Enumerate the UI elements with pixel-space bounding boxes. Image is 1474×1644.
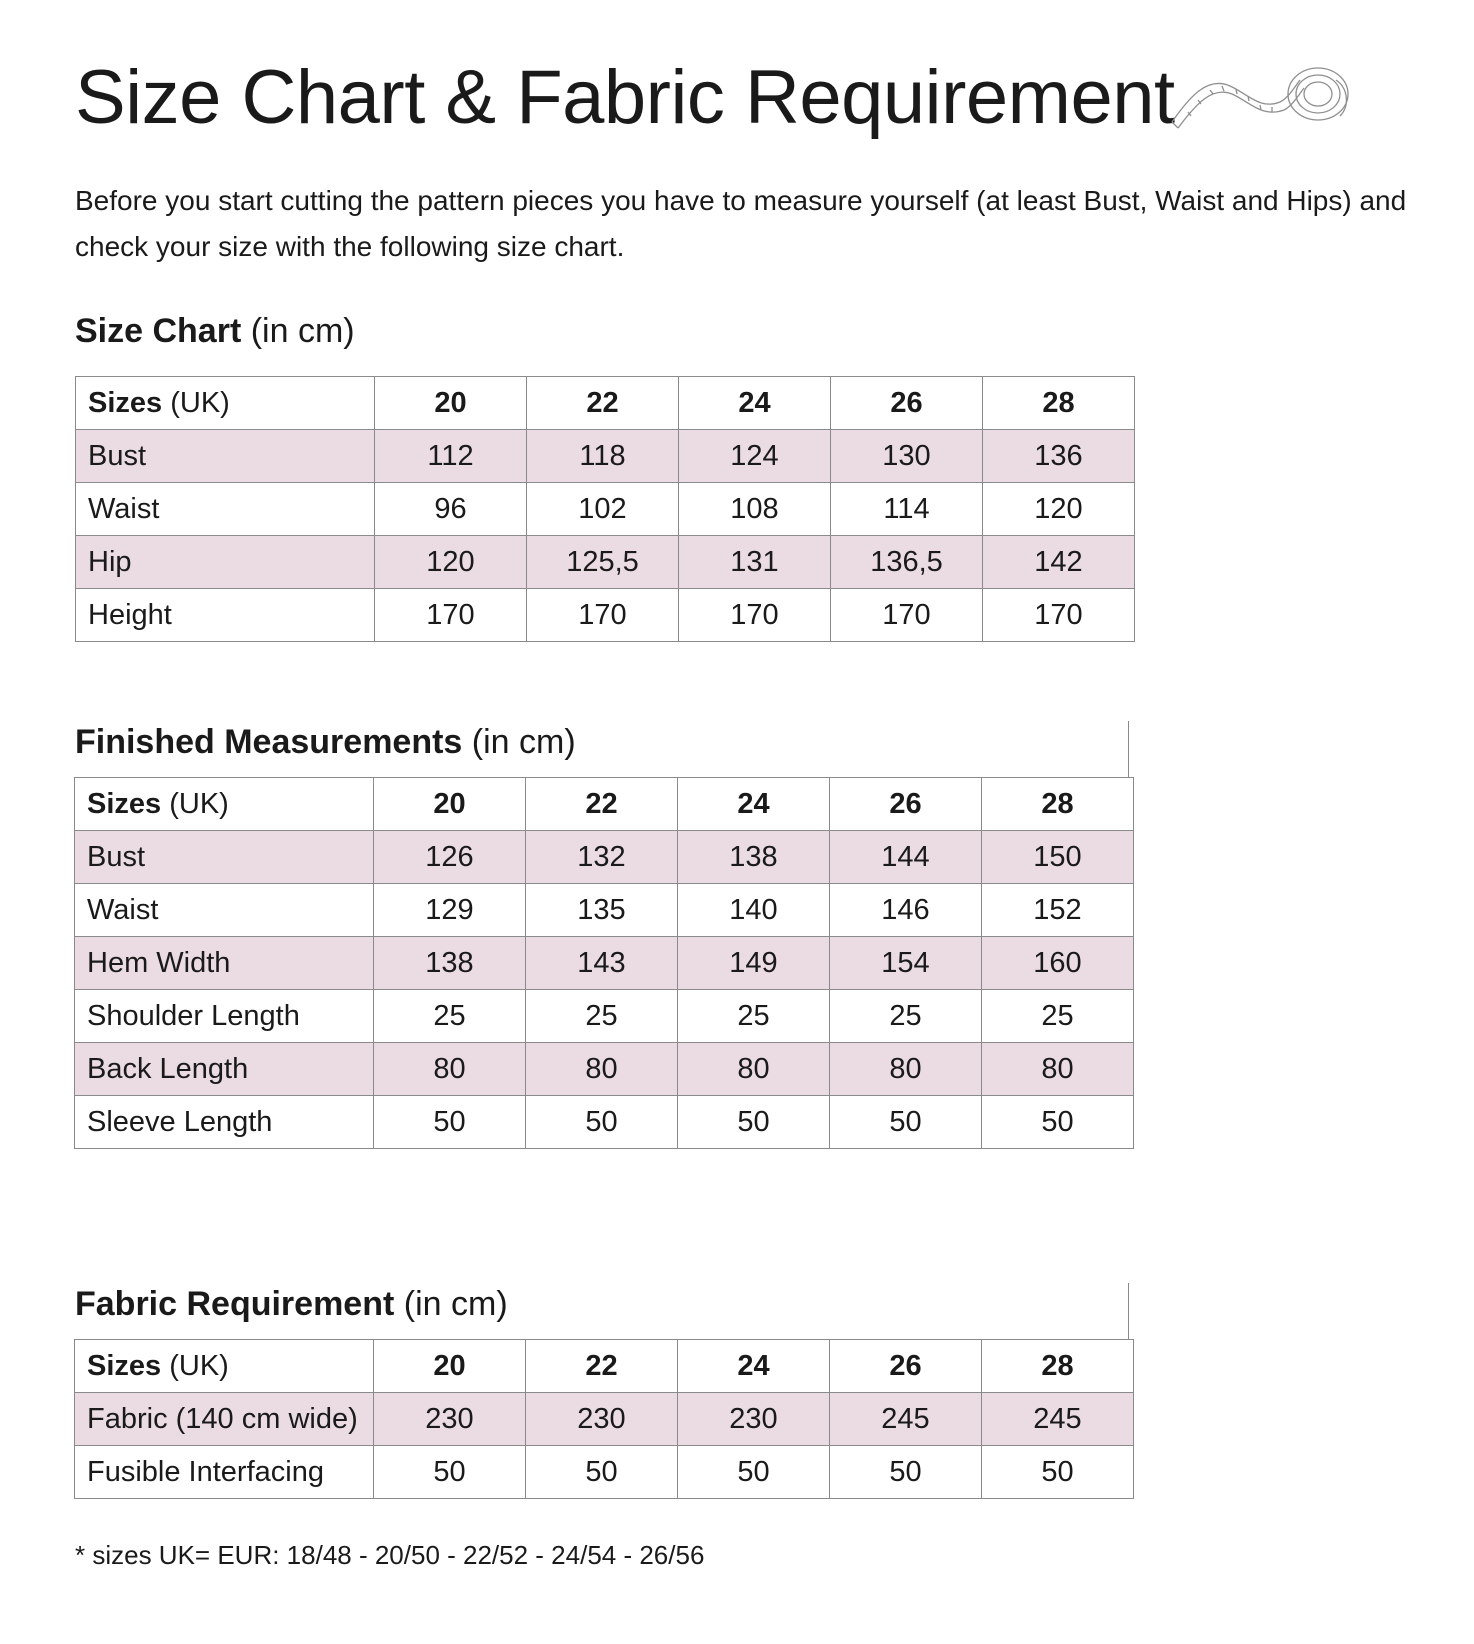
value-cell: 126 bbox=[374, 831, 526, 884]
size-header-cell: 24 bbox=[679, 377, 831, 430]
value-cell: 170 bbox=[831, 589, 983, 642]
value-cell: 138 bbox=[678, 831, 830, 884]
table-row bbox=[75, 1096, 1134, 1149]
size-header-cell: 22 bbox=[527, 377, 679, 430]
size-header-cell: 20 bbox=[375, 377, 527, 430]
table-border-line bbox=[1128, 721, 1129, 778]
value-cell: 160 bbox=[982, 937, 1134, 990]
value-cell: 146 bbox=[830, 884, 982, 937]
size-header-cell: 26 bbox=[831, 377, 983, 430]
value-cell: 25 bbox=[830, 990, 982, 1043]
sizes-header-cell bbox=[75, 1340, 374, 1393]
size-header-cell: 26 bbox=[830, 1340, 982, 1393]
sizes-header-bold: Sizes bbox=[87, 787, 162, 820]
value-cell: 125,5 bbox=[527, 536, 679, 589]
value-cell: 230 bbox=[678, 1393, 830, 1446]
value-cell: 170 bbox=[375, 589, 527, 642]
section-title-bold: Fabric Requirement bbox=[75, 1285, 395, 1323]
row-label-cell: Back Length bbox=[75, 1043, 374, 1096]
value-cell: 129 bbox=[374, 884, 526, 937]
table-row bbox=[75, 1393, 1134, 1446]
table-row bbox=[75, 990, 1134, 1043]
value-cell: 50 bbox=[830, 1096, 982, 1149]
row-label-cell: Fabric (140 cm wide) bbox=[75, 1393, 374, 1446]
table-row bbox=[75, 937, 1134, 990]
sizes-header-bold: Sizes bbox=[88, 386, 163, 419]
value-cell: 80 bbox=[374, 1043, 526, 1096]
value-cell: 25 bbox=[982, 990, 1134, 1043]
size-header-cell: 20 bbox=[374, 778, 526, 831]
size-header-cell: 28 bbox=[982, 778, 1134, 831]
table-row bbox=[76, 430, 1135, 483]
value-cell: 136,5 bbox=[831, 536, 983, 589]
row-label-cell: Bust bbox=[76, 430, 375, 483]
value-cell: 80 bbox=[526, 1043, 678, 1096]
size-header-cell: 22 bbox=[526, 1340, 678, 1393]
size-header-cell: 24 bbox=[678, 778, 830, 831]
sizes-footnote: * sizes UK= EUR: 18/48 - 20/50 - 22/52 - 24/54 - 26/56 bbox=[75, 1540, 705, 1570]
value-cell: 149 bbox=[678, 937, 830, 990]
table-row bbox=[75, 1446, 1134, 1499]
row-label-cell: Sleeve Length bbox=[75, 1096, 374, 1149]
table-header-row bbox=[76, 377, 1135, 430]
page-title: Size Chart & Fabric Requirement bbox=[75, 55, 1175, 140]
size-chart-table bbox=[75, 376, 1135, 642]
value-cell: 80 bbox=[982, 1043, 1134, 1096]
row-label-cell: Waist bbox=[76, 483, 375, 536]
table-header-row bbox=[75, 778, 1134, 831]
section-title-size-chart bbox=[75, 310, 355, 352]
value-cell: 50 bbox=[982, 1096, 1134, 1149]
value-cell: 152 bbox=[982, 884, 1134, 937]
section-title-unit: (in cm) bbox=[462, 723, 576, 761]
row-label-cell: Hem Width bbox=[75, 937, 374, 990]
table-row bbox=[76, 536, 1135, 589]
table-row bbox=[75, 831, 1134, 884]
value-cell: 114 bbox=[831, 483, 983, 536]
table-border-line bbox=[1128, 1283, 1129, 1340]
value-cell: 50 bbox=[678, 1446, 830, 1499]
size-header-cell: 26 bbox=[830, 778, 982, 831]
finished-measurements-table bbox=[74, 777, 1134, 1149]
value-cell: 112 bbox=[375, 430, 527, 483]
sizes-header-unit: (UK) bbox=[161, 1349, 229, 1382]
value-cell: 50 bbox=[678, 1096, 830, 1149]
section-title-bold: Finished Measurements bbox=[75, 723, 463, 761]
sizes-header-unit: (UK) bbox=[162, 386, 230, 419]
value-cell: 130 bbox=[831, 430, 983, 483]
value-cell: 120 bbox=[983, 483, 1135, 536]
value-cell: 150 bbox=[982, 831, 1134, 884]
value-cell: 80 bbox=[830, 1043, 982, 1096]
value-cell: 50 bbox=[526, 1096, 678, 1149]
intro-text: Before you start cutting the pattern pieces you have to measure yourself (at least Bust, Waist and Hips) and check your size with the following size chart. bbox=[75, 185, 1407, 262]
value-cell: 120 bbox=[375, 536, 527, 589]
value-cell: 124 bbox=[679, 430, 831, 483]
table-row bbox=[76, 483, 1135, 536]
section-title-fabric-requirement bbox=[75, 1283, 508, 1325]
value-cell: 25 bbox=[678, 990, 830, 1043]
value-cell: 245 bbox=[982, 1393, 1134, 1446]
value-cell: 170 bbox=[679, 589, 831, 642]
value-cell: 50 bbox=[526, 1446, 678, 1499]
value-cell: 230 bbox=[374, 1393, 526, 1446]
row-label-cell: Height bbox=[76, 589, 375, 642]
value-cell: 102 bbox=[527, 483, 679, 536]
value-cell: 143 bbox=[526, 937, 678, 990]
value-cell: 50 bbox=[982, 1446, 1134, 1499]
value-cell: 131 bbox=[679, 536, 831, 589]
size-header-cell: 28 bbox=[982, 1340, 1134, 1393]
value-cell: 50 bbox=[374, 1446, 526, 1499]
value-cell: 96 bbox=[375, 483, 527, 536]
fabric-requirement-table bbox=[74, 1339, 1134, 1499]
value-cell: 118 bbox=[527, 430, 679, 483]
value-cell: 140 bbox=[678, 884, 830, 937]
sizes-header-bold: Sizes bbox=[87, 1349, 162, 1382]
row-label-cell: Bust bbox=[75, 831, 374, 884]
value-cell: 80 bbox=[678, 1043, 830, 1096]
value-cell: 108 bbox=[679, 483, 831, 536]
value-cell: 135 bbox=[526, 884, 678, 937]
table-row bbox=[75, 1043, 1134, 1096]
section-title-unit: (in cm) bbox=[241, 312, 355, 350]
table-header-row bbox=[75, 1340, 1134, 1393]
value-cell: 138 bbox=[374, 937, 526, 990]
row-label-cell: Hip bbox=[76, 536, 375, 589]
value-cell: 142 bbox=[983, 536, 1135, 589]
value-cell: 154 bbox=[830, 937, 982, 990]
table-row bbox=[75, 884, 1134, 937]
value-cell: 50 bbox=[830, 1446, 982, 1499]
value-cell: 132 bbox=[526, 831, 678, 884]
value-cell: 25 bbox=[526, 990, 678, 1043]
value-cell: 50 bbox=[374, 1096, 526, 1149]
value-cell: 144 bbox=[830, 831, 982, 884]
value-cell: 136 bbox=[983, 430, 1135, 483]
value-cell: 170 bbox=[527, 589, 679, 642]
measuring-tape-icon bbox=[1168, 58, 1352, 136]
value-cell: 230 bbox=[526, 1393, 678, 1446]
sizes-header-cell bbox=[75, 778, 374, 831]
value-cell: 25 bbox=[374, 990, 526, 1043]
size-header-cell: 22 bbox=[526, 778, 678, 831]
size-header-cell: 28 bbox=[983, 377, 1135, 430]
value-cell: 245 bbox=[830, 1393, 982, 1446]
table-row bbox=[76, 589, 1135, 642]
row-label-cell: Fusible Interfacing bbox=[75, 1446, 374, 1499]
size-header-cell: 20 bbox=[374, 1340, 526, 1393]
section-title-finished-measurements bbox=[75, 721, 576, 763]
section-title-bold: Size Chart bbox=[75, 312, 242, 350]
row-label-cell: Waist bbox=[75, 884, 374, 937]
section-title-unit: (in cm) bbox=[394, 1285, 508, 1323]
row-label-cell: Shoulder Length bbox=[75, 990, 374, 1043]
size-header-cell: 24 bbox=[678, 1340, 830, 1393]
sizes-header-cell bbox=[76, 377, 375, 430]
sizes-header-unit: (UK) bbox=[161, 787, 229, 820]
value-cell: 170 bbox=[983, 589, 1135, 642]
